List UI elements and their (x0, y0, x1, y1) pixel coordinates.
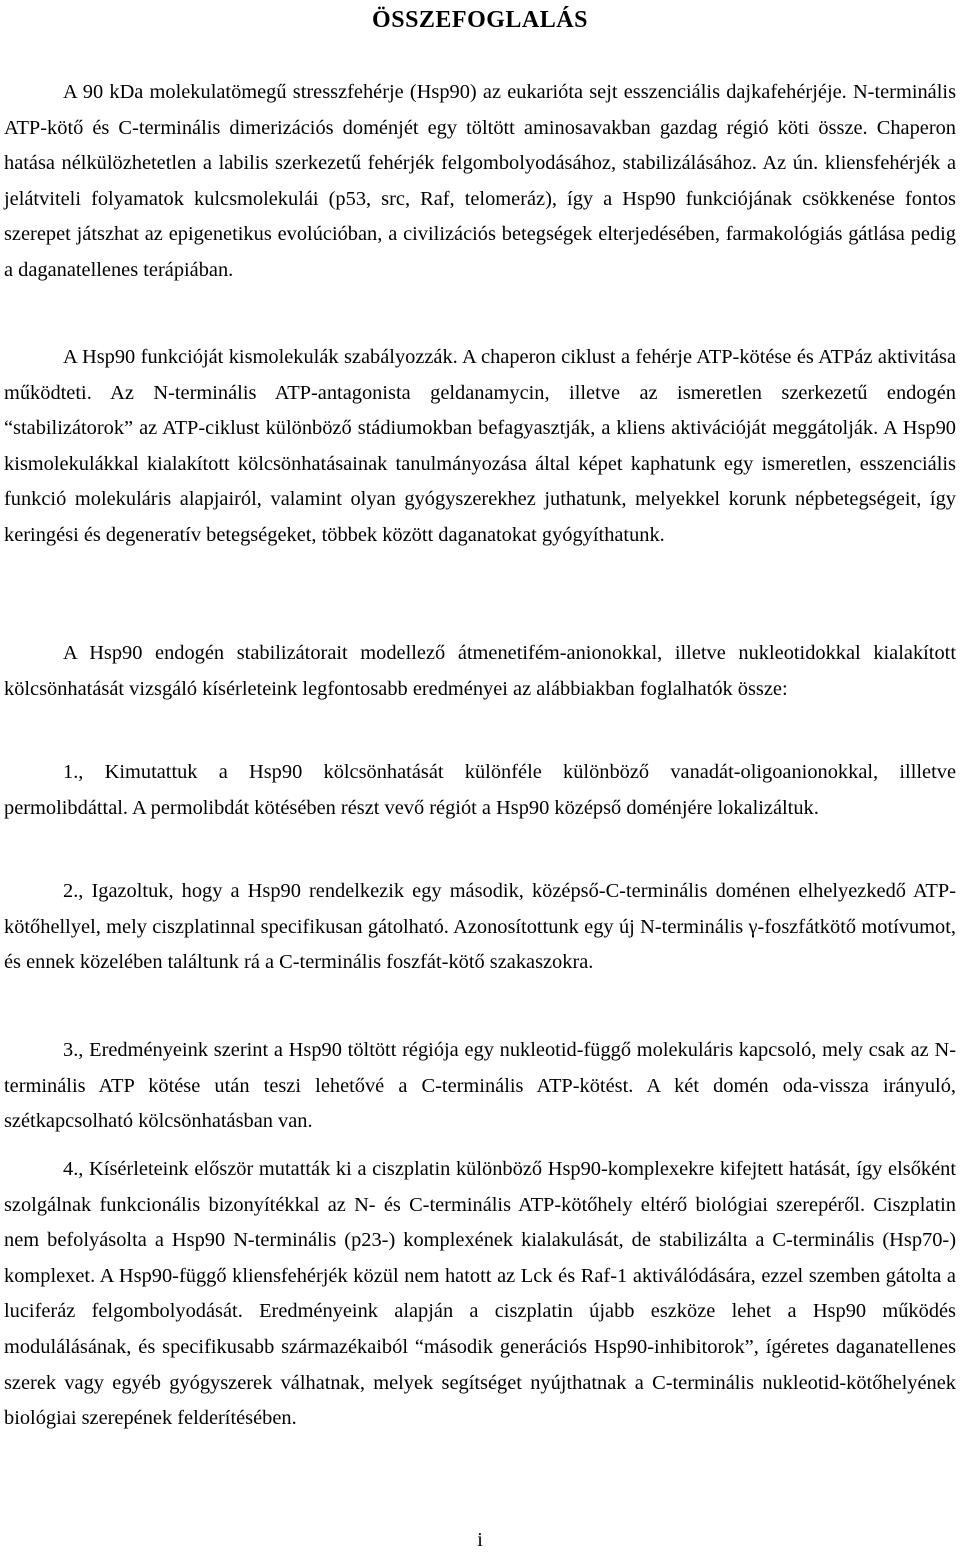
paragraph-result-4: 4., Kísérleteink először mutatták ki a ciszplatin különböző Hsp90-komplexekre kifejtett hatását, így elsőként szolgálnak funkcionális bizonyítékkal az N- és C-terminális ATP-kötőhely eltérő biológiai szerepéről. Ciszplatin nem befolyásolta a Hsp90 N-terminális (p23-) komplexének kialakulását, de stabilizálta a C-terminális (Hsp70-) komplexet. A Hsp90-függő kliensfehérjék közül nem hatott az Lck és Raf-1 aktiválódására, ezzel szemben gátolta a luciferáz felgombolyodását. Eredményeink alapján a ciszplatin újabb eszköze lehet a Hsp90 működés modulálásának, és specifikusabb származékaiból “második generációs Hsp90-inhibitorok”, ígéretes daganatellenes szerek vagy egyéb gyógyszerek válhatnak, melyek segítséget nyújthatnak a C-terminális nukleotid-kötőhelyének biológiai szerepének felderítésében. (4, 1158, 956, 1430)
paragraph-regulation: A Hsp90 funkcióját kismolekulák szabályozzák. A chaperon ciklust a fehérje ATP-kötése és ATPáz aktivitása működteti. Az N-terminális ATP-antagonista geldanamycin, illetve az ismeretlen szerkezetű endogén “stabilizátorok” az ATP-ciklust különböző stádiumokban befagyasztják, a kliens aktivációját meggátolják. A Hsp90 kismolekulákkal kialakított kölcsönhatásainak tanulmányozása által képet kaphatunk egy ismeretlen, esszenciális funkció molekuláris alapjairól, valamint olyan gyógyszerekhez juthatunk, melyekkel korunk népbetegségeit, így keringési és degeneratív betegségeket, többek között daganatokat gyógyíthatunk. (4, 346, 956, 546)
page-number: i (477, 1529, 483, 1551)
paragraph-results-intro: A Hsp90 endogén stabilizátorait modellező átmenetifém-anionokkal, illetve nukleotidokkal kialakított kölcsönhatását vizsgáló kísérleteink legfontosabb eredményei az alábbiakban foglalhatók össze: (4, 642, 956, 700)
paragraph-result-3: 3., Eredményeink szerint a Hsp90 töltött régiója egy nukleotid-függő molekuláris kapcsoló, mely csak az N-terminális ATP kötése után teszi lehetővé a C-terminális ATP-kötést. A két domén oda-vissza irányuló, szétkapcsolható kölcsönhatásban van. (4, 1039, 956, 1133)
paragraph-result-2: 2., Igazoltuk, hogy a Hsp90 rendelkezik egy második, középső-C-terminális doménen elhelyezkedő ATP-kötőhellyel, mely ciszplatinnal specifikusan gátolható. Azonosítottunk egy új N-terminális γ-foszfátkötő motívumot, és ennek közelében találtunk rá a C-terminális foszfát-kötő szakaszokra. (4, 880, 956, 974)
page-title: ÖSSZEFOGLALÁS (372, 7, 588, 33)
paragraph-intro: A 90 kDa molekulatömegű stresszfehérje (Hsp90) az eukarióta sejt esszenciális dajkafehérjéje. N-terminális ATP-kötő és C-terminális dimerizációs doménjét egy töltött aminosavakban gazdag régió köti össze. Chaperon hatása nélkülözhetetlen a labilis szerkezetű fehérjék felgombolyodásához, stabilizálásához. Az ún. kliensfehérjék a jelátviteli folyamatok kulcsmolekulái (p53, src, Raf, telomeráz), így a Hsp90 funkciójának csökkenése fontos szerepet játszhat az epigenetikus evolúcióban, a civilizációs betegségek elterjedésében, farmakológiás gátlása pedig a daganatellenes terápiában. (4, 81, 956, 281)
paragraph-result-1: 1., Kimutattuk a Hsp90 kölcsönhatását különféle különböző vanadát-oligoanionokkal, illletve permolibdáttal. A permolibdát kötésében részt vevő régiót a Hsp90 középső doménjére lokalizáltuk. (4, 761, 956, 819)
